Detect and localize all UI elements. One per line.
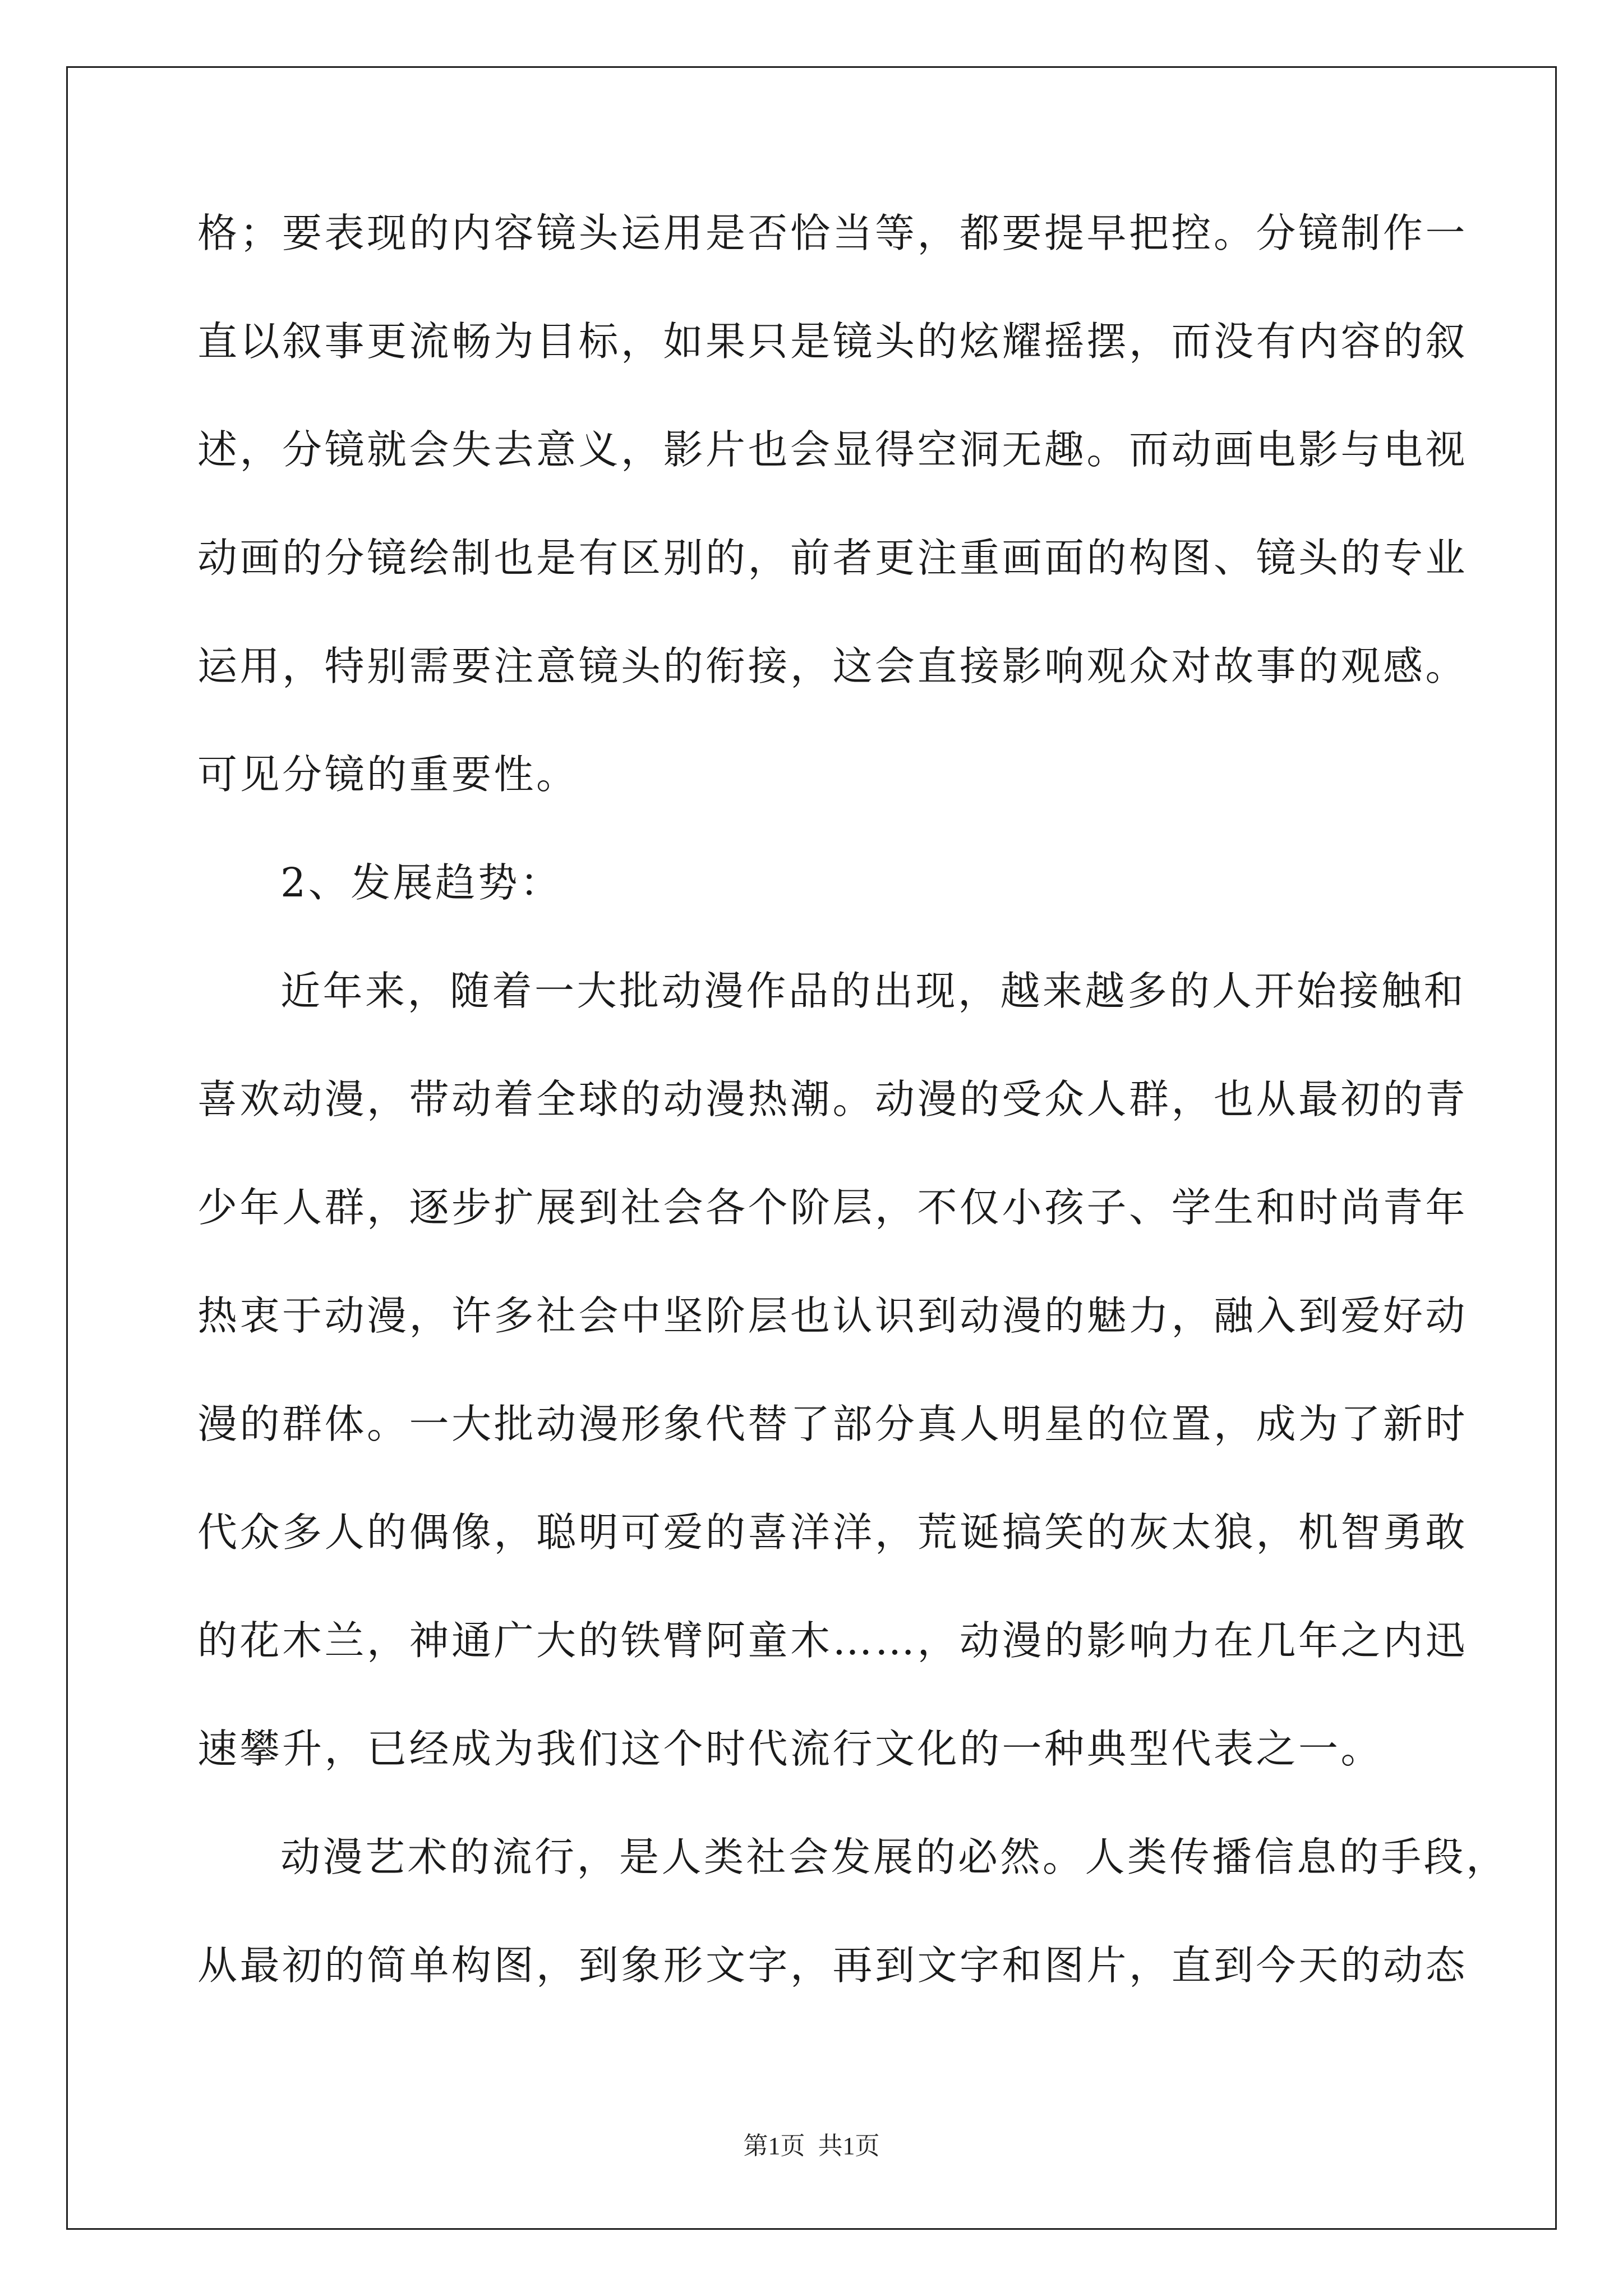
text-line: 漫的群体。一大批动漫形象代替了部分真人明星的位置，成为了新时 xyxy=(197,1401,1468,1447)
text-line: 直以叙事更流畅为目标，如果只是镜头的炫耀摇摆，而没有内容的叙 xyxy=(197,318,1468,365)
text-line: 喜欢动漫，带动着全球的动漫热潮。动漫的受众人群，也从最初的青 xyxy=(197,1076,1468,1122)
text-line: 热衷于动漫，许多社会中坚阶层也认识到动漫的魅力，融入到爱好动 xyxy=(197,1292,1468,1339)
text-line: 近年来，随着一大批动漫作品的出现，越来越多的人开始接触和 xyxy=(280,968,1467,1014)
text-line: 少年人群，逐步扩展到社会各个阶层，不仅小孩子、学生和时尚青年 xyxy=(197,1184,1468,1231)
section-heading: 2、发展趋势： xyxy=(280,859,562,906)
text-line: 可见分镜的重要性。 xyxy=(197,751,579,798)
page-number: 第1页 xyxy=(743,2132,805,2160)
page-footer xyxy=(0,2129,1623,2163)
text-line: 动画的分镜绘制也是有区别的，前者更注重画面的构图、镜头的专业 xyxy=(197,535,1468,581)
text-line: 从最初的简单构图，到象形文字，再到文字和图片，直到今天的动态 xyxy=(197,1942,1468,1989)
page-border xyxy=(66,66,1557,2230)
page-total: 共1页 xyxy=(818,2132,880,2160)
text-line: 代众多人的偶像，聪明可爱的喜洋洋，荒诞搞笑的灰太狼，机智勇敢 xyxy=(197,1509,1468,1556)
text-line: 述，分镜就会失去意义，影片也会显得空洞无趣。而动画电影与电视 xyxy=(197,426,1468,473)
text-line: 的花木兰，神通广大的铁臂阿童木……，动漫的影响力在几年之内迅 xyxy=(197,1617,1468,1664)
text-line: 运用，特别需要注意镜头的衔接，这会直接影响观众对故事的观感。 xyxy=(197,643,1468,689)
text-line: 格；要表现的内容镜头运用是否恰当等，都要提早把控。分镜制作一 xyxy=(197,210,1468,256)
text-line: 速攀升，已经成为我们这个时代流行文化的一种典型代表之一。 xyxy=(197,1726,1384,1772)
text-line: 动漫艺术的流行，是人类社会发展的必然。人类传播信息的手段， xyxy=(280,1834,1509,1880)
